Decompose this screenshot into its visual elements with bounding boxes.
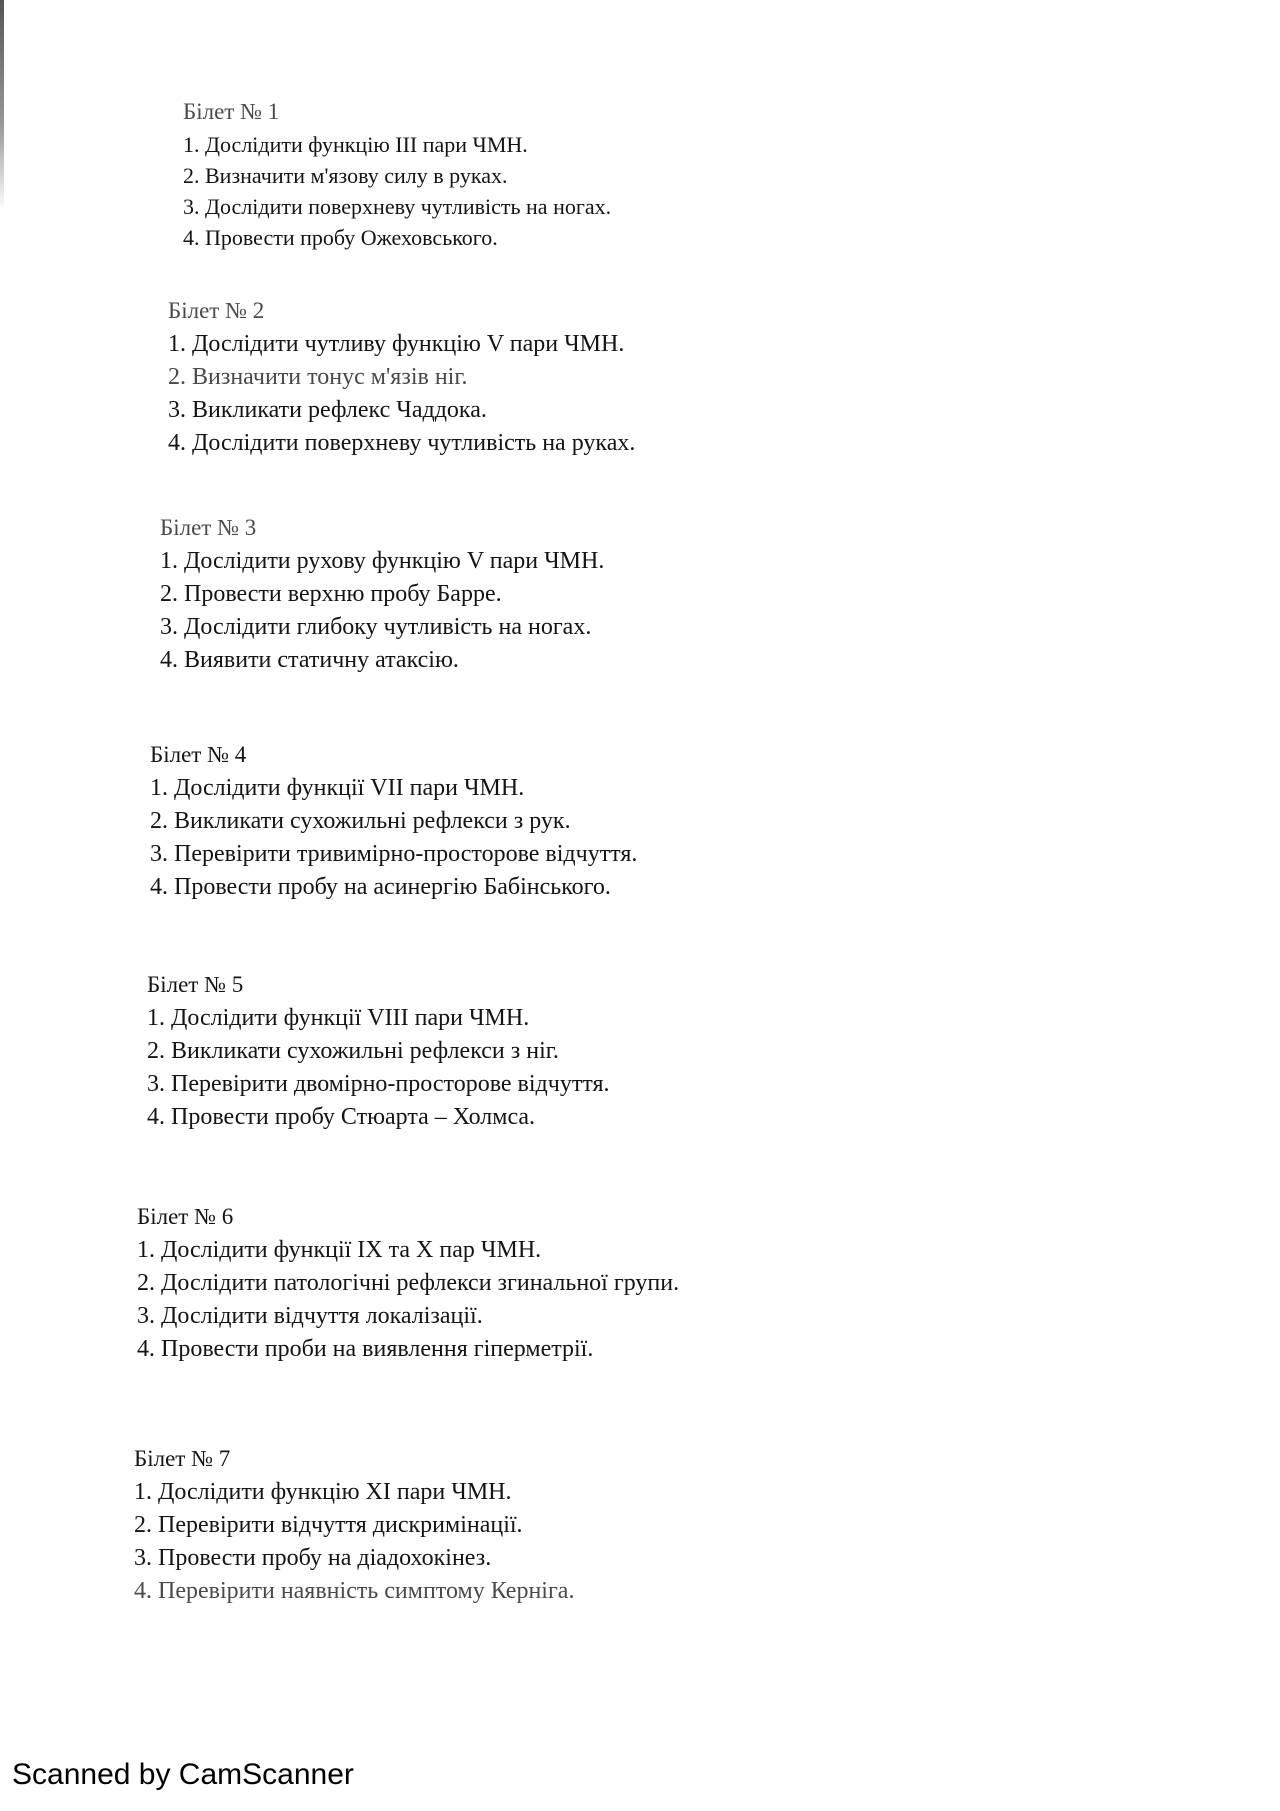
task-item: 1. Дослідити функцію III пари ЧМН.: [183, 132, 528, 157]
task-item: 4. Провести пробу на асинергію Бабінського.: [150, 874, 611, 900]
ticket-title: Білет № 3: [160, 515, 257, 540]
task-list: [150, 772, 870, 904]
ticket-5: [147, 970, 867, 1134]
task-item: 3. Перевірити двомірно-просторове відчуття.: [147, 1071, 610, 1097]
task-item: 3. Дослідити поверхневу чутливість на ногах.: [183, 194, 612, 219]
ticket-title: Білет № 1: [183, 99, 280, 124]
task-list: [160, 545, 880, 677]
ticket-title: Білет № 2: [168, 298, 265, 323]
task-item: 1. Дослідити функції VII пари ЧМН.: [150, 775, 525, 801]
task-item: 2. Викликати сухожильні рефлекси з рук.: [150, 808, 571, 834]
ticket-title: Білет № 7: [134, 1446, 231, 1471]
task-item: 1. Дослідити чутливу функцію V пари ЧМН.: [168, 331, 625, 357]
task-item: 4. Провести проби на виявлення гіперметрії.: [137, 1336, 594, 1362]
task-item: 2. Перевірити відчуття дискримінації.: [134, 1512, 523, 1538]
task-item: 1. Дослідити функцію XI пари ЧМН.: [134, 1479, 512, 1505]
task-item: 2. Викликати сухожильні рефлекси з ніг.: [147, 1038, 559, 1064]
task-item: 2. Дослідити патологічні рефлекси згинальної групи.: [137, 1270, 680, 1296]
task-item: 3. Провести пробу на діадохокінез.: [134, 1545, 492, 1571]
ticket-title: Білет № 5: [147, 972, 244, 997]
ticket-title: Білет № 6: [137, 1204, 234, 1229]
ticket-title: Білет № 4: [150, 742, 247, 767]
task-item: 3. Викликати рефлекс Чаддока.: [168, 397, 487, 423]
task-item: 1. Дослідити функції IX та X пар ЧМН.: [137, 1237, 542, 1263]
ticket-3: [160, 513, 880, 677]
ticket-2: [168, 296, 888, 460]
ticket-6: [137, 1202, 857, 1366]
task-list: [168, 328, 888, 460]
task-list: [147, 1002, 867, 1134]
task-list: [183, 129, 903, 253]
task-item: 2. Визначити тонус м'язів ніг.: [168, 364, 468, 390]
camscanner-watermark: Scanned by CamScanner: [12, 1758, 354, 1791]
task-item: 4. Дослідити поверхневу чутливість на руках.: [168, 430, 636, 456]
task-item: 1. Дослідити функції VIII пари ЧМН.: [147, 1005, 530, 1031]
task-item: 2. Провести верхню пробу Барре.: [160, 581, 502, 607]
task-item: 1. Дослідити рухову функцію V пари ЧМН.: [160, 548, 605, 574]
task-item: 3. Перевірити тривимірно-просторове відчуття.: [150, 841, 638, 867]
ticket-1: [183, 97, 903, 253]
task-item: 4. Виявити статичну атаксію.: [160, 647, 459, 673]
task-item: 4. Провести пробу Стюарта – Холмса.: [147, 1104, 536, 1130]
ticket-7: [134, 1444, 854, 1608]
task-list: [137, 1234, 857, 1366]
task-item: 3. Дослідити відчуття локалізації.: [137, 1303, 483, 1329]
task-item: 4. Провести пробу Ожеховського.: [183, 225, 498, 250]
task-list: [134, 1476, 854, 1608]
task-item: 3. Дослідити глибоку чутливість на ногах.: [160, 614, 592, 640]
task-item: 2. Визначити м'язову силу в руках.: [183, 163, 508, 188]
task-item: 4. Перевірити наявність симптому Керніга.: [134, 1578, 575, 1604]
ticket-4: [150, 740, 870, 904]
